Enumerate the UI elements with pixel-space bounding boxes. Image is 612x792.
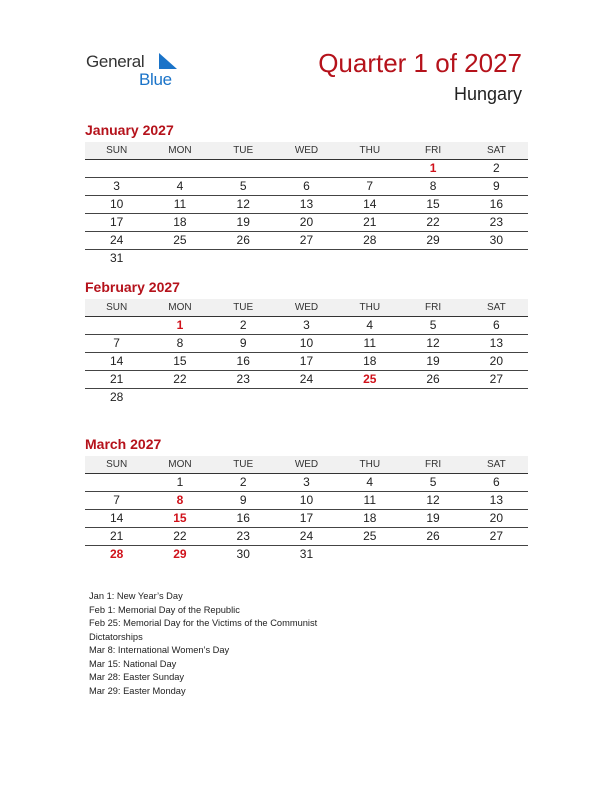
week-row bbox=[85, 353, 528, 371]
day-cell: 24 bbox=[299, 529, 314, 543]
weekday-header: WED bbox=[294, 459, 319, 470]
logo-triangle-icon bbox=[157, 53, 177, 69]
month-january bbox=[85, 121, 528, 267]
empty-day-cell bbox=[275, 160, 338, 177]
day-cell: 28 bbox=[109, 547, 124, 561]
logo bbox=[86, 52, 196, 92]
holiday-note: Feb 25: Memorial Day for the Victims of the Communist bbox=[89, 618, 318, 628]
logo-text-blue: Blue bbox=[139, 70, 172, 89]
day-cell: 28 bbox=[363, 233, 377, 247]
day-cell: 8 bbox=[176, 336, 184, 350]
month-title: February 2027 bbox=[85, 279, 180, 295]
day-cell: 10 bbox=[299, 336, 314, 350]
weekday-header: FRI bbox=[424, 302, 442, 313]
day-cell: 11 bbox=[363, 336, 376, 350]
day-cell: 6 bbox=[492, 475, 500, 489]
empty-day-cell bbox=[275, 250, 338, 267]
day-cell: 17 bbox=[299, 511, 314, 525]
empty-day-cell bbox=[85, 474, 148, 491]
day-cell: 11 bbox=[363, 493, 376, 507]
day-cell: 15 bbox=[173, 511, 187, 525]
day-cell: 25 bbox=[363, 372, 377, 386]
weekday-header-row bbox=[85, 456, 528, 474]
day-cell: 4 bbox=[366, 318, 374, 332]
day-cell: 29 bbox=[426, 233, 440, 247]
day-cell: 20 bbox=[489, 354, 503, 368]
day-cell: 29 bbox=[173, 547, 187, 561]
weekday-header: THU bbox=[359, 459, 381, 470]
empty-day-cell bbox=[465, 250, 528, 267]
weekday-header: TUE bbox=[233, 145, 254, 156]
day-cell: 2 bbox=[239, 318, 247, 332]
day-cell: 18 bbox=[173, 215, 187, 229]
week-row bbox=[85, 335, 528, 353]
day-cell: 30 bbox=[236, 547, 250, 561]
weekday-header: TUE bbox=[233, 459, 254, 470]
holiday-note: Mar 29: Easter Monday bbox=[89, 685, 186, 696]
day-cell: 16 bbox=[236, 511, 250, 525]
empty-day-cell bbox=[212, 389, 275, 406]
day-cell: 19 bbox=[236, 215, 250, 229]
week-row bbox=[85, 546, 528, 563]
day-cell: 31 bbox=[299, 547, 314, 561]
week-row bbox=[85, 214, 528, 232]
holiday-note: Mar 8: International Women’s Day bbox=[89, 645, 230, 655]
holiday-note: Dictatorships bbox=[89, 631, 143, 642]
day-cell: 20 bbox=[489, 511, 503, 525]
day-cell: 7 bbox=[366, 179, 374, 193]
day-cell: 9 bbox=[492, 179, 500, 193]
day-cell: 27 bbox=[489, 372, 503, 386]
weekday-header: MON bbox=[168, 145, 192, 156]
day-cell: 3 bbox=[113, 179, 120, 193]
week-row bbox=[85, 178, 528, 196]
day-cell: 5 bbox=[429, 318, 437, 332]
day-cell: 20 bbox=[299, 215, 314, 229]
empty-day-cell bbox=[465, 546, 528, 563]
day-cell: 6 bbox=[303, 179, 310, 193]
empty-day-cell bbox=[465, 389, 528, 406]
empty-day-cell bbox=[401, 546, 464, 563]
month-march bbox=[85, 435, 528, 563]
day-cell: 17 bbox=[299, 354, 314, 368]
weekday-header: MON bbox=[168, 302, 192, 313]
page-title: Quarter 1 of 2027 bbox=[318, 48, 522, 78]
day-cell: 13 bbox=[489, 493, 503, 507]
day-cell: 9 bbox=[239, 493, 247, 507]
day-cell: 27 bbox=[299, 233, 314, 247]
day-cell: 15 bbox=[426, 197, 440, 211]
day-cell: 25 bbox=[363, 529, 377, 543]
day-cell: 1 bbox=[176, 318, 184, 332]
day-cell: 22 bbox=[426, 215, 440, 229]
holiday-list bbox=[89, 590, 389, 698]
day-cell: 1 bbox=[429, 161, 437, 175]
empty-day-cell bbox=[275, 389, 338, 406]
weekday-header: THU bbox=[359, 302, 381, 313]
day-cell: 9 bbox=[239, 336, 247, 350]
weekday-header: SAT bbox=[486, 302, 506, 313]
day-cell: 16 bbox=[236, 354, 250, 368]
week-row bbox=[85, 510, 528, 528]
weekday-header: SUN bbox=[106, 459, 128, 470]
day-cell: 3 bbox=[303, 475, 310, 489]
day-cell: 6 bbox=[492, 318, 500, 332]
day-cell: 14 bbox=[109, 511, 124, 525]
day-cell: 22 bbox=[173, 529, 187, 543]
empty-day-cell bbox=[338, 546, 401, 563]
week-row bbox=[85, 160, 528, 178]
weekday-header: WED bbox=[294, 145, 319, 156]
holiday-note: Mar 28: Easter Sunday bbox=[89, 672, 185, 682]
weekday-header-row bbox=[85, 142, 528, 160]
day-cell: 21 bbox=[109, 372, 124, 386]
empty-day-cell bbox=[401, 250, 464, 267]
day-cell: 8 bbox=[429, 179, 437, 193]
empty-day-cell bbox=[85, 317, 148, 334]
week-row bbox=[85, 389, 528, 406]
empty-day-cell bbox=[148, 160, 211, 177]
empty-day-cell bbox=[148, 389, 211, 406]
day-cell: 23 bbox=[489, 215, 503, 229]
month-grid bbox=[85, 474, 528, 563]
day-cell: 12 bbox=[426, 493, 440, 507]
month-title: March 2027 bbox=[85, 436, 162, 452]
day-cell: 12 bbox=[236, 197, 250, 211]
week-row bbox=[85, 371, 528, 389]
day-cell: 13 bbox=[489, 336, 503, 350]
weekday-header: MON bbox=[168, 459, 192, 470]
week-row bbox=[85, 317, 528, 335]
day-cell: 19 bbox=[426, 511, 440, 525]
empty-day-cell bbox=[338, 389, 401, 406]
weekday-header: TUE bbox=[233, 302, 254, 313]
month-grid bbox=[85, 317, 528, 406]
empty-day-cell bbox=[85, 160, 148, 177]
day-cell: 19 bbox=[426, 354, 440, 368]
weekday-header: FRI bbox=[424, 145, 442, 156]
weekday-header: FRI bbox=[424, 459, 442, 470]
day-cell: 5 bbox=[429, 475, 437, 489]
weekday-header: THU bbox=[359, 145, 381, 156]
day-cell: 10 bbox=[299, 493, 314, 507]
day-cell: 15 bbox=[173, 354, 187, 368]
country-name: Hungary bbox=[453, 84, 522, 104]
week-row bbox=[85, 196, 528, 214]
empty-day-cell bbox=[338, 160, 401, 177]
week-row bbox=[85, 474, 528, 492]
weekday-header: SAT bbox=[486, 459, 506, 470]
day-cell: 1 bbox=[176, 475, 184, 489]
weekday-header-row bbox=[85, 299, 528, 317]
day-cell: 7 bbox=[113, 493, 120, 507]
empty-day-cell bbox=[212, 250, 275, 267]
week-row bbox=[85, 232, 528, 250]
day-cell: 21 bbox=[363, 215, 377, 229]
day-cell: 12 bbox=[426, 336, 440, 350]
day-cell: 11 bbox=[173, 197, 187, 211]
day-cell: 26 bbox=[426, 372, 440, 386]
day-cell: 22 bbox=[173, 372, 187, 386]
empty-day-cell bbox=[212, 160, 275, 177]
day-cell: 4 bbox=[366, 475, 374, 489]
weekday-header: WED bbox=[294, 302, 319, 313]
weekday-header: SUN bbox=[106, 145, 128, 156]
day-cell: 5 bbox=[239, 179, 247, 193]
day-cell: 17 bbox=[109, 215, 124, 229]
day-cell: 14 bbox=[363, 197, 377, 211]
week-row bbox=[85, 492, 528, 510]
day-cell: 14 bbox=[109, 354, 124, 368]
day-cell: 10 bbox=[109, 197, 124, 211]
day-cell: 23 bbox=[236, 372, 250, 386]
day-cell: 13 bbox=[299, 197, 314, 211]
day-cell: 2 bbox=[239, 475, 247, 489]
day-cell: 18 bbox=[363, 354, 377, 368]
holiday-note: Mar 15: National Day bbox=[89, 658, 177, 669]
weekday-header: SUN bbox=[106, 302, 128, 313]
day-cell: 21 bbox=[109, 529, 124, 543]
empty-day-cell bbox=[148, 250, 211, 267]
day-cell: 24 bbox=[109, 233, 124, 247]
empty-day-cell bbox=[338, 250, 401, 267]
day-cell: 23 bbox=[236, 529, 250, 543]
day-cell: 27 bbox=[489, 529, 503, 543]
day-cell: 28 bbox=[109, 390, 124, 404]
month-grid bbox=[85, 160, 528, 267]
empty-day-cell bbox=[401, 389, 464, 406]
day-cell: 3 bbox=[303, 318, 310, 332]
month-february bbox=[85, 278, 528, 406]
day-cell: 25 bbox=[173, 233, 187, 247]
day-cell: 8 bbox=[176, 493, 184, 507]
day-cell: 26 bbox=[426, 529, 440, 543]
day-cell: 31 bbox=[109, 251, 124, 265]
day-cell: 18 bbox=[363, 511, 377, 525]
day-cell: 26 bbox=[236, 233, 250, 247]
week-row bbox=[85, 250, 528, 267]
holiday-note: Jan 1: New Year’s Day bbox=[89, 591, 183, 601]
day-cell: 7 bbox=[113, 336, 120, 350]
weekday-header: SAT bbox=[486, 145, 506, 156]
month-title: January 2027 bbox=[85, 122, 174, 138]
week-row bbox=[85, 528, 528, 546]
logo-text-general: General bbox=[86, 52, 145, 71]
day-cell: 16 bbox=[489, 197, 503, 211]
day-cell: 4 bbox=[176, 179, 184, 193]
holiday-note: Feb 1: Memorial Day of the Republic bbox=[89, 604, 240, 615]
day-cell: 24 bbox=[299, 372, 314, 386]
day-cell: 2 bbox=[492, 161, 500, 175]
day-cell: 30 bbox=[489, 233, 503, 247]
